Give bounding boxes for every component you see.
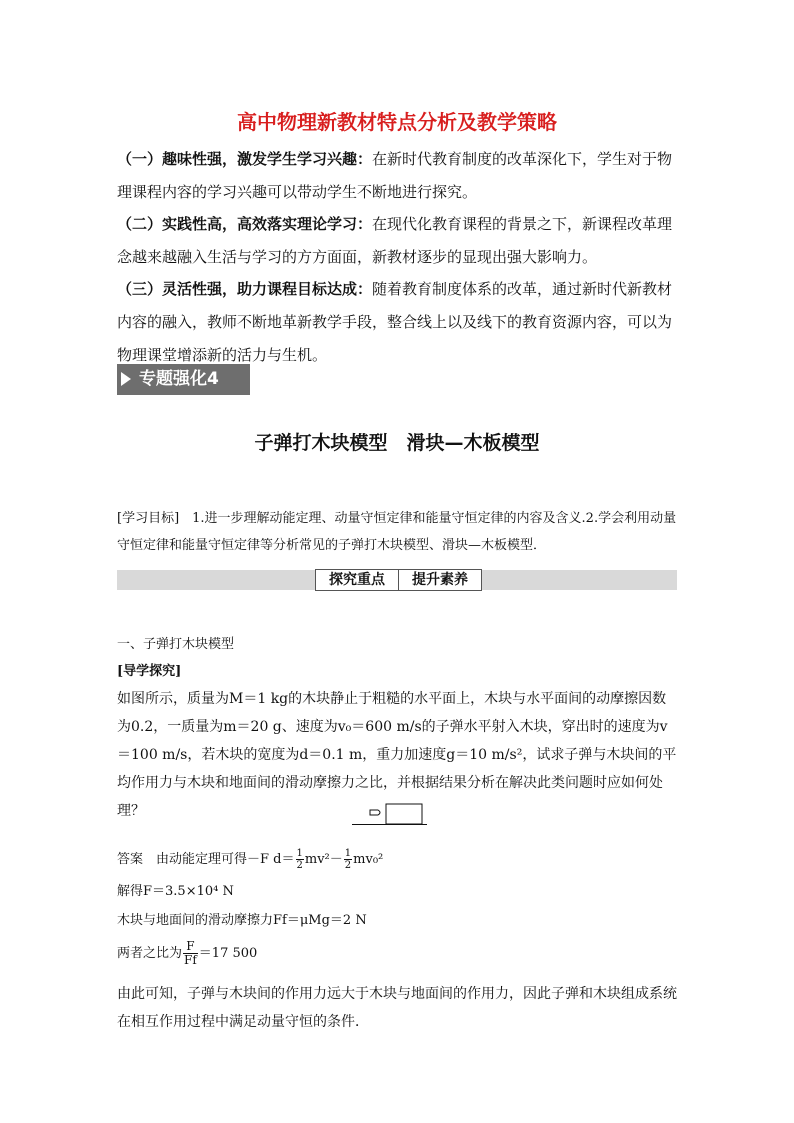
answer-line-2: 解得F＝3.5×10⁴ N xyxy=(117,884,234,899)
paragraph-1-lead: （一）趣味性强，激发学生学习兴趣： xyxy=(117,150,373,168)
problem-text: 如图所示，质量为M＝1 kg的木块静止于粗糙的水平面上，木块与水平面间的动摩擦因数为0.2，一质量为m＝20 g、速度为v₀＝600 m/s的子弹水平射入木块，穿出时的速度为v＝100 m/s，若木块的宽度为d＝0.1 m，重力加速度g＝10 m/s²，试求子弹与木块间的平均作用力与木块和地面间的滑动摩擦力之比，并根据结果分析在解决此类问题时应如何处理？ xyxy=(117,691,677,819)
section-bar-left-label: 探究重点 xyxy=(329,572,385,588)
answer-line-4 xyxy=(117,940,257,967)
answer-line-1 xyxy=(117,848,383,871)
guide-label: [导学探究] xyxy=(117,664,182,679)
paragraph-1 xyxy=(117,143,679,209)
paragraph-2 xyxy=(117,208,679,274)
answer-label: 答案 xyxy=(117,852,144,867)
half-fraction-2-num: 1 xyxy=(344,848,352,859)
paragraph-3 xyxy=(117,273,679,372)
half-fraction-1-den: 2 xyxy=(296,860,303,871)
learning-goals: [学习目标] 1.进一步理解动能定理、动量守恒定律和能量守恒定律的内容及含义.2.学会利用动量守恒定律和能量守恒定律等分析常见的子弹打木块模型、滑块—木板模型． xyxy=(117,511,677,553)
play-arrow-icon xyxy=(121,372,131,386)
half-fraction-2-den: 2 xyxy=(344,860,352,871)
answer-line-1-prefix: 由动能定理可得－F d＝ xyxy=(156,852,295,867)
half-fraction-2 xyxy=(344,848,352,871)
ratio-fraction-den: Ff xyxy=(184,953,197,967)
bullet-block-figure xyxy=(352,800,427,830)
wooden-block xyxy=(386,804,422,824)
paragraph-3-lead: （三）灵活性强，助力课程目标达成： xyxy=(117,280,373,298)
ratio-fraction-num: F xyxy=(183,940,198,954)
paragraph-3-text: 随着教育制度体系的改革，通过新时代新教材内容的融入，教师不断地革新教学手段，整合线上以及线下的教育资源内容，可以为物理课堂增添新的活力与生机。 xyxy=(117,280,673,364)
subheading: 一、子弹打木块模型 xyxy=(117,637,235,652)
half-fraction-1 xyxy=(296,848,304,871)
answer-conclusion: 由此可知，子弹与木块间的作用力远大于木块与地面间的作用力，因此子弹和木块组成系统在相互作用过程中满足动量守恒的条件． xyxy=(117,986,677,1030)
answer-line-4-value: ＝17 500 xyxy=(198,946,258,961)
paragraph-1-text: 在新时代教育制度的改革深化下，学生对于物理课程内容的学习兴趣可以带动学生不断地进行探究。 xyxy=(117,150,673,201)
paragraph-2-lead: （二）实践性高，高效落实理论学习： xyxy=(117,215,373,233)
section-bar-label-box xyxy=(315,569,482,591)
document-title: 高中物理新教材特点分析及教学策略 xyxy=(237,110,557,134)
section-title: 子弹打木块模型 滑块—木板模型 xyxy=(254,432,540,454)
ratio-fraction xyxy=(183,940,198,967)
answer-line-1-term1: mv²－ xyxy=(304,852,343,867)
paragraph-2-text: 在现代化教育课程的背景之下，新课程改革理念越来越融入生活与学习的方方面面，新教材逐步的显现出强大影响力。 xyxy=(117,215,673,266)
half-fraction-1-num: 1 xyxy=(296,848,303,859)
answer-line-4-prefix: 两者之比为 xyxy=(117,946,183,961)
topic-tag xyxy=(117,364,250,395)
answer-line-1-term2: mv₀² xyxy=(353,852,384,867)
section-bar-right-label: 提升素养 xyxy=(398,570,481,590)
topic-tag-label: 专题强化4 xyxy=(139,369,219,389)
bullet-icon xyxy=(370,810,380,815)
answer-line-3: 木块与地面间的滑动摩擦力Ff＝μMg＝2 N xyxy=(117,913,367,928)
